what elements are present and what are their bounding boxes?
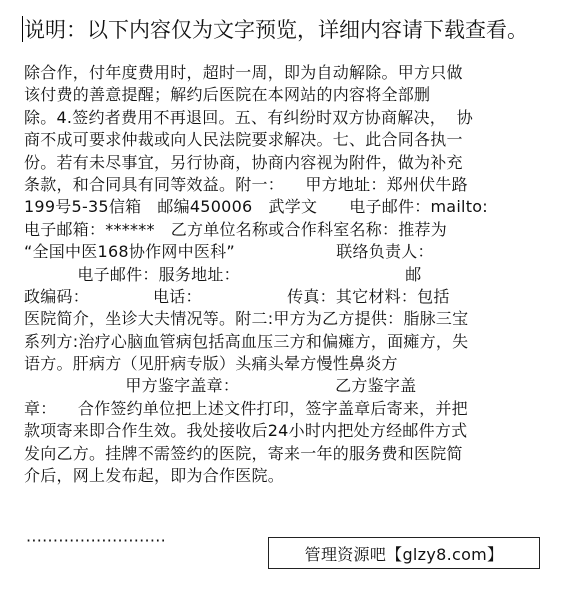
preview-notice-text: 说明：以下内容仅为文字预览，详细内容请下载查看。 [24,18,528,42]
document-line: 商不成可要求仲裁或向人民法院要求解决。七、此合同各执一 [24,130,463,150]
document-line: 甲方鉴字盖章： 乙方鉴字盖 [24,376,417,396]
document-line: 发向乙方。挂牌不需签约的医院，寄来一年的服务费和医院简 [24,443,463,463]
document-line: 系列方:治疗心脑血管病包括高血压三方和偏瘫方，面瘫方，失 [24,331,469,351]
document-line: 电子邮件：服务地址： 邮 [24,264,422,284]
document-line: 份。若有未尽事宜，另行协商，协商内容视为附件，做为补充 [24,152,463,172]
document-line: 除。4.签约者费用不再退回。五、有纠纷时双方协商解决， 协 [24,107,473,127]
document-line: 政编码： 电话： 传真：其它材料：包括 [24,286,450,306]
document-line: 医院简介，坐诊大夫情况等。附二:甲方为乙方提供：脂脉三宝 [24,309,469,329]
document-line: 介后，网上发布起，即为合作医院。 [24,466,285,486]
truncation-ellipsis: ·························· [26,531,167,550]
document-body [24,62,554,487]
preview-notice [22,14,572,46]
document-line: 该付费的善意提醒；解约后医院在本网站的内容将全部删 [24,85,431,105]
document-line: 条款，和合同具有同等效益。附一： 甲方地址：郑州伏牛路 [24,174,468,194]
site-watermark-label: 管理资源吧【glzy8.com】 [304,544,504,564]
document-line: “全国中医168协作网中医科” 联络负责人： [24,242,434,262]
text-cursor [22,16,23,42]
document-line: 语方。肝病方（见肝病专版）头痛头晕方慢性鼻炎方 [24,354,398,374]
document-line: 除合作，付年度费用时，超时一周，即为自动解除。甲方只做 [24,63,463,82]
site-watermark-badge[interactable] [268,537,540,569]
document-line: 章： 合作签约单位把上述文件打印，签字盖章后寄来，并把 [24,398,468,418]
document-line: 199号5-35信箱 邮编450006 武学文 电子邮件：mailto: [24,197,488,217]
document-line: 电子邮箱：****** 乙方单位名称或合作科室名称：推荐为 [24,219,448,239]
document-line: 款项寄来即合作生效。我处接收后24小时内把处方经邮件方式 [24,421,468,441]
